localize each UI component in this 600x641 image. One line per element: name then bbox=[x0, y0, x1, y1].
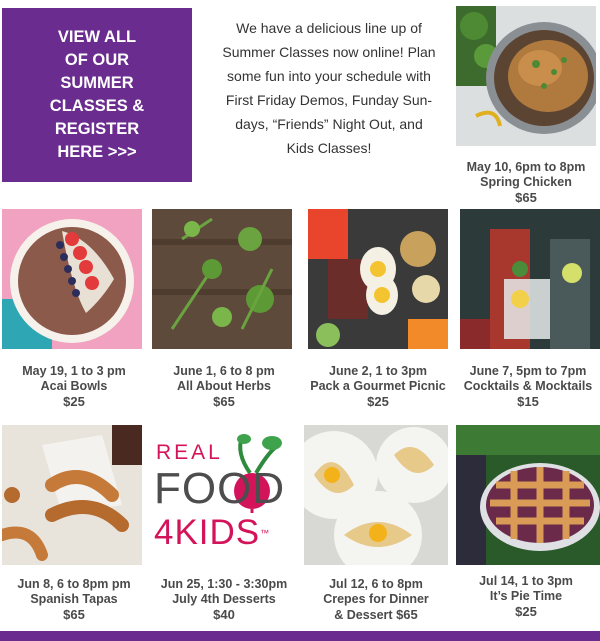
roast-chicken-photo[interactable] bbox=[456, 6, 596, 146]
churros-image bbox=[2, 425, 142, 565]
class-price: $25 bbox=[367, 394, 389, 409]
herbs-image bbox=[152, 209, 292, 349]
roast-chicken-image bbox=[456, 6, 596, 146]
class-title: Crepes for Dinner bbox=[323, 592, 429, 606]
class-price: $65 bbox=[396, 607, 418, 622]
class-title-line2: & Dessert bbox=[334, 608, 393, 622]
class-title: All About Herbs bbox=[177, 379, 271, 393]
cta-line: VIEW ALL bbox=[57, 28, 137, 46]
class-price: $15 bbox=[517, 394, 539, 409]
class-date: June 2, 1 to 3pm bbox=[329, 364, 427, 378]
class-date: Jun 8, 6 to 8pm pm bbox=[17, 577, 131, 591]
class-price: $40 bbox=[213, 607, 235, 622]
picnic-salad-photo[interactable] bbox=[308, 209, 448, 349]
cherry-pie-photo[interactable] bbox=[456, 425, 600, 565]
class-caption-acai-bowls bbox=[0, 364, 148, 409]
cta-text bbox=[50, 26, 144, 164]
class-caption-spanish-tapas bbox=[0, 577, 148, 622]
view-all-classes-button[interactable] bbox=[2, 8, 192, 182]
crepes-image bbox=[304, 425, 448, 565]
class-date: May 19, 1 to 3 pm bbox=[22, 364, 126, 378]
class-title: July 4th Desserts bbox=[172, 592, 276, 606]
cocktails-photo[interactable] bbox=[460, 209, 600, 349]
cta-line: REGISTER bbox=[54, 120, 140, 138]
acai-bowl-image bbox=[2, 209, 142, 349]
logo-food-text: FOOD bbox=[154, 464, 286, 513]
class-date: June 7, 5pm to 7pm bbox=[469, 364, 587, 378]
class-caption-pie-time bbox=[452, 574, 600, 619]
class-date: Jul 14, 1 to 3pm bbox=[479, 574, 573, 588]
class-date: Jul 12, 6 to 8pm bbox=[329, 577, 423, 591]
logo-4kids-word: 4KIDS bbox=[154, 513, 261, 552]
logo-real-text: REAL bbox=[156, 441, 223, 464]
class-price: $65 bbox=[63, 607, 85, 622]
intro-paragraph: We have a delicious line up of Summer Classes now online! Plan some fun into your schedule with First Friday Demos, Funday Sun-days, “Friends” Night Out, and Kids Classes! bbox=[222, 20, 436, 156]
class-caption-gourmet-picnic bbox=[300, 364, 456, 409]
class-date: May 10, 6pm to 8pm bbox=[466, 160, 586, 174]
class-title: Acai Bowls bbox=[40, 379, 108, 393]
real-food-4kids-logo[interactable] bbox=[152, 427, 294, 569]
class-title: Spanish Tapas bbox=[30, 592, 118, 606]
class-date: June 1, 6 to 8 pm bbox=[173, 364, 275, 378]
cta-line: CLASSES & bbox=[49, 97, 145, 115]
class-caption-crepes bbox=[300, 577, 452, 623]
logo-4kids-text bbox=[154, 513, 270, 553]
crepes-photo[interactable] bbox=[304, 425, 448, 565]
logo-trademark: ™ bbox=[260, 528, 271, 538]
class-title: Pack a Gourmet Picnic bbox=[310, 379, 446, 393]
bottom-bar bbox=[0, 631, 600, 641]
cta-line: OF OUR bbox=[64, 51, 130, 69]
cherry-pie-image bbox=[456, 425, 600, 565]
churros-photo[interactable] bbox=[2, 425, 142, 565]
class-date: Jun 25, 1:30 - 3:30pm bbox=[160, 577, 288, 591]
class-caption-cocktails bbox=[456, 364, 600, 409]
cta-line: HERE >>> bbox=[57, 143, 137, 161]
class-title: Cocktails & Mocktails bbox=[463, 379, 593, 393]
acai-bowl-photo[interactable] bbox=[2, 209, 142, 349]
class-price: $65 bbox=[515, 190, 537, 205]
class-title: It’s Pie Time bbox=[489, 589, 563, 603]
class-price: $25 bbox=[63, 394, 85, 409]
class-caption-july-4th-desserts bbox=[148, 577, 300, 622]
class-title: Spring Chicken bbox=[480, 175, 572, 189]
class-price: $65 bbox=[213, 394, 235, 409]
cta-line: SUMMER bbox=[60, 74, 134, 92]
herbs-photo[interactable] bbox=[152, 209, 292, 349]
cocktails-image bbox=[460, 209, 600, 349]
picnic-salad-image bbox=[308, 209, 448, 349]
class-caption-spring-chicken bbox=[446, 160, 600, 205]
class-caption-all-about-herbs bbox=[150, 364, 298, 409]
class-price: $25 bbox=[515, 604, 537, 619]
